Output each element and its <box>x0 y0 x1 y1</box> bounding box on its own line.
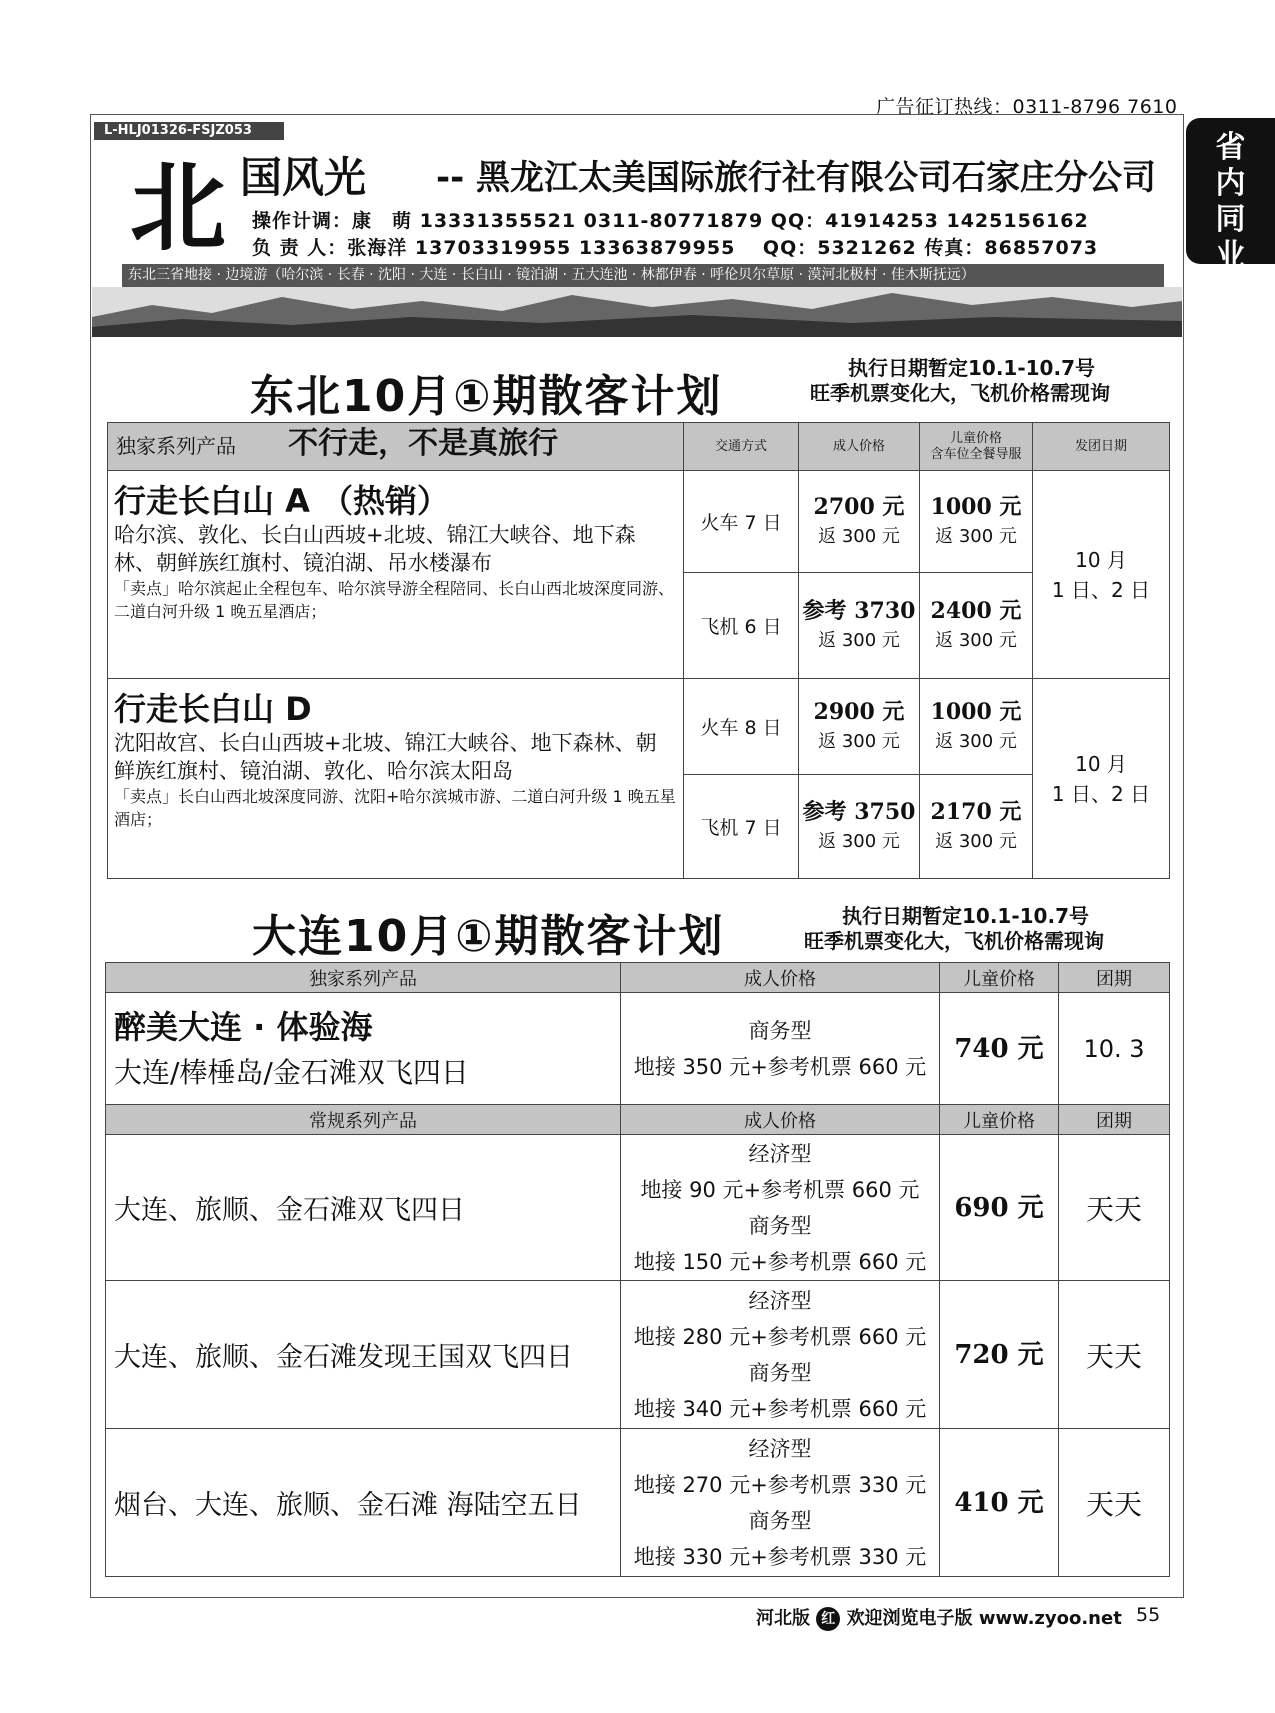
child-price-cell <box>920 679 1033 775</box>
package-type: 经济型 <box>748 1288 812 1313</box>
transport-option: 火车 7 日 <box>684 471 799 573</box>
transport-option: 飞机 6 日 <box>684 573 799 679</box>
product-name: 醉美大连 · 体验海 <box>114 1007 373 1046</box>
adult-price-cell <box>799 471 920 573</box>
footer-website-text[interactable]: 欢迎浏览电子版 www.zyoo.net <box>846 1608 1122 1629</box>
contact-line-manager: 负 责 人：张海洋 13703319955 13363879955 QQ：5321262 传真：86857073 <box>252 237 1099 259</box>
package-type: 经济型 <box>748 1141 812 1166</box>
product-cell <box>108 679 684 879</box>
child-price-cell <box>920 471 1033 573</box>
section-tab-char: 业 <box>1215 238 1246 273</box>
adult-price-cell <box>621 993 940 1105</box>
package-price: 地接 150 元+参考机票 660 元 <box>633 1249 927 1274</box>
child-price: 690 元 <box>940 1135 1059 1281</box>
header-adult-price: 成人价格 <box>621 1105 940 1135</box>
brand-logo-guofeng: 国风光 <box>240 153 367 202</box>
adult-rebate: 返 300 元 <box>818 629 900 651</box>
footer-edition <box>756 1604 1122 1631</box>
product-cell <box>108 471 684 679</box>
footer-edition-label: 河北版 <box>756 1608 810 1629</box>
adult-price-cell <box>799 573 920 679</box>
header-series-cell <box>108 423 684 471</box>
header-child-price: 儿童价格 <box>940 963 1059 993</box>
child-price: 2400 元 <box>930 597 1022 624</box>
brand-logo-bei: 北 <box>130 151 226 264</box>
product-name: 行走长白山 A （热销） <box>114 482 450 520</box>
departure-month: 10 月 <box>1075 547 1127 572</box>
product-cell <box>106 993 621 1105</box>
dalian-airfare-note: 旺季机票变化大，飞机价格需现询 <box>804 929 1104 953</box>
header-child-price: 儿童价格 <box>940 1105 1059 1135</box>
header-tour-date: 团期 <box>1059 1105 1170 1135</box>
departure-days: 1 日、2 日 <box>1051 577 1151 602</box>
child-rebate: 返 300 元 <box>935 525 1017 547</box>
adult-price: 2700 元 <box>813 493 905 520</box>
product-name: 行走长白山 D <box>114 690 312 728</box>
adult-rebate: 返 300 元 <box>818 730 900 752</box>
departure-days: 1 日、2 日 <box>1051 781 1151 806</box>
package-type: 经济型 <box>748 1436 812 1461</box>
northeast-table <box>107 422 1170 879</box>
adult-price-cell <box>621 1135 940 1281</box>
header-series: 独家系列产品 <box>116 433 236 458</box>
child-price: 1000 元 <box>930 698 1022 725</box>
package-price: 地接 340 元+参考机票 660 元 <box>633 1396 927 1421</box>
adult-price-cell <box>621 1429 940 1577</box>
ad-hotline: 广告征订热线：0311-8796 7610 <box>876 96 1178 118</box>
adult-rebate: 返 300 元 <box>818 525 900 547</box>
departure-month: 10 月 <box>1075 751 1127 776</box>
section-tab <box>1186 118 1275 273</box>
tour-date: 10. 3 <box>1059 993 1170 1105</box>
header-child-note: 含车位全餐导服 <box>930 446 1022 462</box>
adult-price: 参考 3730 <box>802 597 916 624</box>
product-description: 沈阳故宫、长白山西坡+北坡、锦江大峡谷、地下森林、朝鲜族红旗村、镜泊湖、敦化、哈尔滨太阳岛 <box>114 731 657 783</box>
adult-price-cell <box>621 1281 940 1429</box>
product-selling-points: 「卖点」长白山西北坡深度同游、沈阳+哈尔滨城市游、二道白河升级 1 晚五星酒店； <box>114 787 676 829</box>
product-name: 大连、旅顺、金石滩双飞四日 <box>106 1135 621 1281</box>
departure-date-cell <box>1033 679 1170 879</box>
dalian-table <box>105 962 1170 1577</box>
product-description: 哈尔滨、敦化、长白山西坡+北坡、锦江大峡谷、地下森林、朝鲜族红旗村、镜泊湖、吊水楼瀑布 <box>114 523 636 575</box>
adult-price-cell <box>799 679 920 775</box>
header-product: 常规系列产品 <box>106 1105 621 1135</box>
package-price: 地接 280 元+参考机票 660 元 <box>633 1324 927 1349</box>
product-name: 大连、旅顺、金石滩发现王国双飞四日 <box>106 1281 621 1429</box>
header-transport: 交通方式 <box>684 423 799 471</box>
adult-price: 2900 元 <box>813 698 905 725</box>
transport-option: 飞机 7 日 <box>684 775 799 879</box>
company-name: -- 黑龙江太美国际旅行社有限公司石家庄分公司 <box>436 158 1157 198</box>
header-adult-price: 成人价格 <box>621 963 940 993</box>
child-rebate: 返 300 元 <box>935 830 1017 852</box>
contact-line-operator: 操作计调：康 萌 13331355521 0311-80771879 QQ：41914253 1425156162 <box>252 210 1089 232</box>
transport-option: 火车 8 日 <box>684 679 799 775</box>
mountain-banner-image <box>92 287 1182 337</box>
child-price: 720 元 <box>940 1281 1059 1429</box>
child-price: 410 元 <box>940 1429 1059 1577</box>
header-tour-date: 团期 <box>1059 963 1170 993</box>
tour-date: 天天 <box>1059 1281 1170 1429</box>
header-departure-date: 发团日期 <box>1033 423 1170 471</box>
dalian-plan-title: 大连10月①期散客计划 <box>252 911 725 962</box>
northeast-airfare-note: 旺季机票变化大，飞机价格需现询 <box>810 381 1110 405</box>
northeast-plan-title: 东北10月①期散客计划 <box>250 371 723 422</box>
adult-price: 参考 3750 <box>802 798 916 825</box>
package-type: 商务型 <box>748 1018 812 1043</box>
adult-price-cell <box>799 775 920 879</box>
product-subtitle: 大连/棒棰岛/金石滩双飞四日 <box>114 1055 469 1089</box>
departure-date-cell <box>1033 471 1170 679</box>
header-child-price: 儿童价格 <box>949 430 1002 446</box>
section-tab-char: 省 <box>1215 130 1246 165</box>
adult-rebate: 返 300 元 <box>818 830 900 852</box>
child-rebate: 返 300 元 <box>935 629 1017 651</box>
child-price-cell <box>920 573 1033 679</box>
header-adult-price: 成人价格 <box>799 423 920 471</box>
header-product: 独家系列产品 <box>106 963 621 993</box>
package-type: 商务型 <box>748 1213 812 1238</box>
package-price: 地接 270 元+参考机票 330 元 <box>633 1472 927 1497</box>
dalian-exec-date: 执行日期暂定10.1-10.7号 <box>842 904 1089 928</box>
header-slogan: 不行走，不是真旅行 <box>288 425 559 461</box>
section-tab-char: 同 <box>1215 202 1246 237</box>
package-type: 商务型 <box>748 1360 812 1385</box>
package-price: 地接 90 元+参考机票 660 元 <box>640 1177 920 1202</box>
northeast-exec-date: 执行日期暂定10.1-10.7号 <box>848 356 1095 380</box>
child-price: 1000 元 <box>930 493 1022 520</box>
tour-date: 天天 <box>1059 1429 1170 1577</box>
product-name: 烟台、大连、旅顺、金石滩 海陆空五日 <box>106 1429 621 1577</box>
section-tab-char: 内 <box>1215 166 1246 201</box>
package-type: 商务型 <box>748 1508 812 1533</box>
child-price-cell <box>920 775 1033 879</box>
page-number: 55 <box>1136 1604 1161 1626</box>
product-selling-points: 「卖点」哈尔滨起止全程包车、哈尔滨导游全程陪同、长白山西北坡深度同游、二道白河升级 1 晚五星酒店； <box>114 579 675 621</box>
package-price: 地接 350 元+参考机票 660 元 <box>633 1054 927 1079</box>
child-price: 2170 元 <box>930 798 1022 825</box>
hong-badge-icon: 红 <box>816 1607 840 1631</box>
child-price: 740 元 <box>940 993 1059 1105</box>
header-child-price-cell <box>920 423 1033 471</box>
package-price: 地接 330 元+参考机票 330 元 <box>633 1544 927 1569</box>
tour-date: 天天 <box>1059 1135 1170 1281</box>
ad-code: L-HLJ01326-FSJZ053 <box>94 122 284 140</box>
child-rebate: 返 300 元 <box>935 730 1017 752</box>
route-bar: 东北三省地接 · 边境游（哈尔滨 · 长春 · 沈阳 · 大连 · 长白山 · 镜泊湖 · 五大连池 · 林都伊春 · 呼伦贝尔草原 · 漠河北极村 · 佳木斯抚远） <box>122 264 1164 287</box>
